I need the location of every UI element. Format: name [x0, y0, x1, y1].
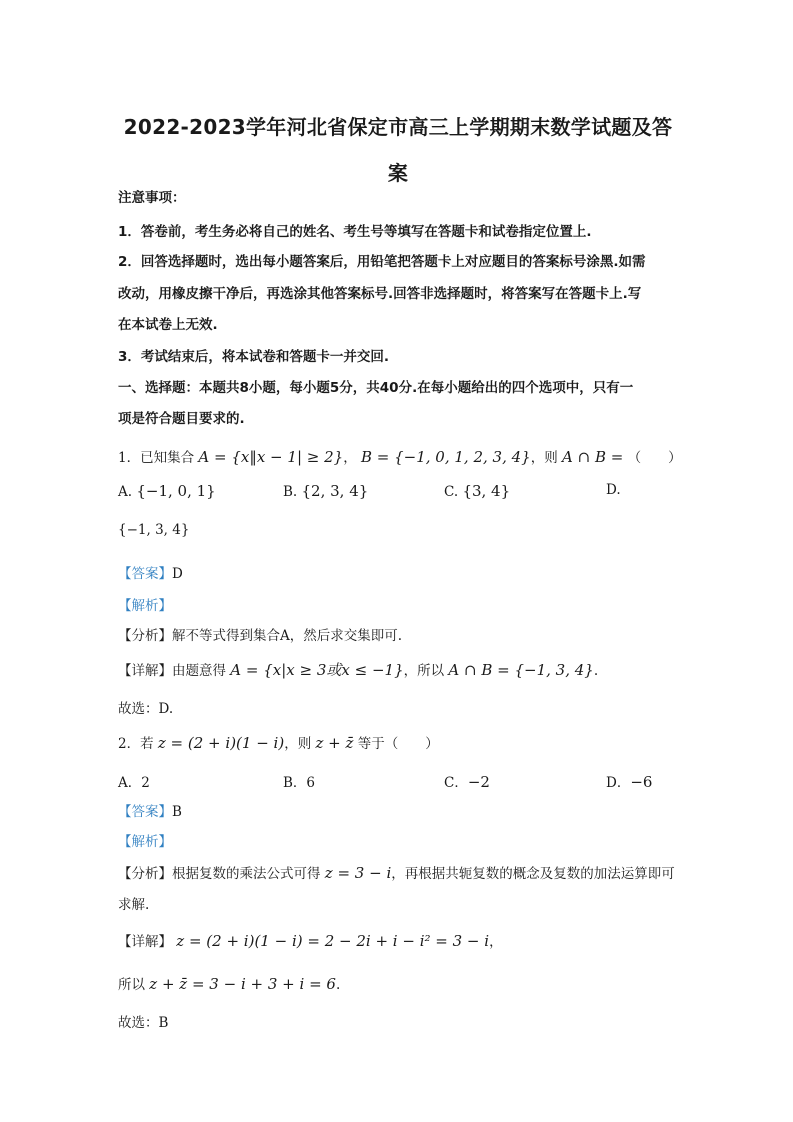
q1-set-b: B = {−1, 0, 1, 2, 3, 4} — [360, 448, 531, 466]
q2-z-plus-conj: z + z̄ — [315, 734, 354, 752]
q1-stem-suffix: ，则 — [530, 450, 558, 466]
q1-option-a — [118, 482, 216, 500]
q1-detail-result: A ∩ B = {−1, 3, 4} — [448, 661, 594, 679]
q1-detail-tag: 【详解】 — [118, 663, 172, 679]
q2-fenxi-z: z = 3 − i — [324, 864, 392, 882]
q1-option-a-value: {−1, 0, 1} — [136, 482, 216, 500]
q2-so-end: . — [335, 977, 341, 993]
q1-fenxi-tag: 【分析】 — [118, 628, 172, 644]
q2-fenxi-line-2: 求解. — [118, 897, 150, 913]
q2-so-prefix: 所以 — [118, 977, 145, 993]
q2-detail-expr: z = (2 + i)(1 − i) = 2 − 2i + i − i² = 3 − i — [176, 932, 490, 950]
q1-detail-set: A = {x|x ≥ 3或x ≤ −1} — [230, 661, 404, 679]
section-heading-line-2: 项是符合题目要求的. — [118, 411, 245, 427]
q2-answer — [118, 800, 182, 820]
q2-option-b: B．6 — [283, 775, 316, 791]
q2-stem-prefix: 2．若 — [118, 736, 154, 752]
q2-option-d-value: −6 — [630, 773, 653, 791]
q2-answer-tag: 【答案】 — [118, 804, 172, 820]
q1-detail — [118, 659, 598, 680]
q2-stem-suffix: 等于（ ） — [357, 736, 439, 752]
page-title: 2022-2023学年河北省保定市高三上学期期末数学试题及答案 — [123, 115, 673, 185]
q1-detail-mid: ，所以 — [403, 663, 445, 679]
q1-sep: ， — [343, 450, 357, 466]
q1-answer-tag: 【答案】 — [118, 566, 172, 582]
q1-option-b-label: B. — [283, 484, 298, 500]
q1-option-c-label: C. — [444, 484, 459, 500]
q2-answer-value: B — [172, 804, 182, 820]
notice-header: 注意事项： — [118, 190, 186, 206]
q1-option-a-label: A. — [118, 484, 133, 500]
q2-z-expr: z = (2 + i)(1 − i) — [157, 734, 285, 752]
section-heading-line-1: 一、选择题：本题共8小题，每小题5分，共40分.在每小题给出的四个选项中，只有一 — [118, 380, 634, 396]
q2-fenxi-a: 根据复数的乘法公式可得 — [172, 866, 321, 882]
q2-choose: 故选：B — [118, 1015, 169, 1031]
q1-option-c — [444, 482, 510, 500]
q1-option-c-value: {3, 4} — [462, 482, 511, 500]
q2-option-a: A．2 — [118, 775, 150, 791]
q2-fenxi-tag: 【分析】 — [118, 866, 172, 882]
notice-item-2-line-3: 在本试卷上无效. — [118, 317, 218, 333]
notice-item-2-line-2: 改动，用橡皮擦干净后，再选涂其他答案标号.回答非选择题时，将答案写在答题卡上.写 — [118, 286, 642, 302]
q2-analysis-tag: 【解析】 — [118, 834, 172, 850]
q2-option-d — [606, 771, 652, 791]
q2-so-expr: z + z̄ = 3 − i + 3 + i = 6 — [149, 975, 336, 993]
q1-option-d-label: D. — [606, 482, 621, 498]
q2-fenxi-b: ，再根据共轭复数的概念及复数的加法运算即可 — [391, 866, 675, 882]
q2-option-d-label: D． — [606, 775, 631, 791]
q1-option-b — [283, 482, 368, 500]
q2-so — [118, 973, 340, 993]
q2-option-c-label: C． — [444, 775, 468, 791]
q2-stem — [118, 732, 439, 752]
q2-detail-end: ， — [489, 934, 503, 950]
q2-option-c — [444, 771, 490, 791]
notice-item-3: 3．考试结束后，将本试卷和答题卡一并交回. — [118, 349, 390, 365]
q1-detail-end: . — [593, 663, 599, 679]
q1-set-a: A = {x‖x − 1| ≥ 2} — [198, 448, 344, 466]
q2-option-c-value: −2 — [467, 773, 490, 791]
q1-analysis-tag: 【解析】 — [118, 598, 172, 614]
q1-answer — [118, 562, 183, 582]
q1-fenxi — [118, 624, 402, 644]
q1-option-b-value: {2, 3, 4} — [301, 482, 369, 500]
q2-detail-tag: 【详解】 — [118, 934, 172, 950]
q1-fenxi-text: 解不等式得到集合A，然后求交集即可. — [172, 628, 403, 644]
q1-intersect: A ∩ B = — [562, 448, 624, 466]
q1-option-d-value: {−1, 3, 4} — [118, 522, 190, 538]
q1-choose: 故选：D. — [118, 701, 174, 717]
q2-detail — [118, 930, 503, 950]
notice-item-1: 1．答卷前，考生务必将自己的姓名、考生号等填写在答题卡和试卷指定位置上. — [118, 224, 592, 240]
q1-stem — [118, 446, 682, 466]
q1-paren: （ ） — [627, 450, 682, 466]
q1-detail-prefix: 由题意得 — [172, 663, 226, 679]
notice-item-2-line-1: 2．回答选择题时，选出每小题答案后，用铅笔把答题卡上对应题目的答案标号涂黑.如需 — [118, 254, 646, 270]
q1-stem-prefix: 1．已知集合 — [118, 450, 195, 466]
q2-fenxi-line-1 — [118, 862, 675, 882]
q1-answer-value: D — [172, 566, 183, 582]
q2-stem-mid: ，则 — [284, 736, 312, 752]
